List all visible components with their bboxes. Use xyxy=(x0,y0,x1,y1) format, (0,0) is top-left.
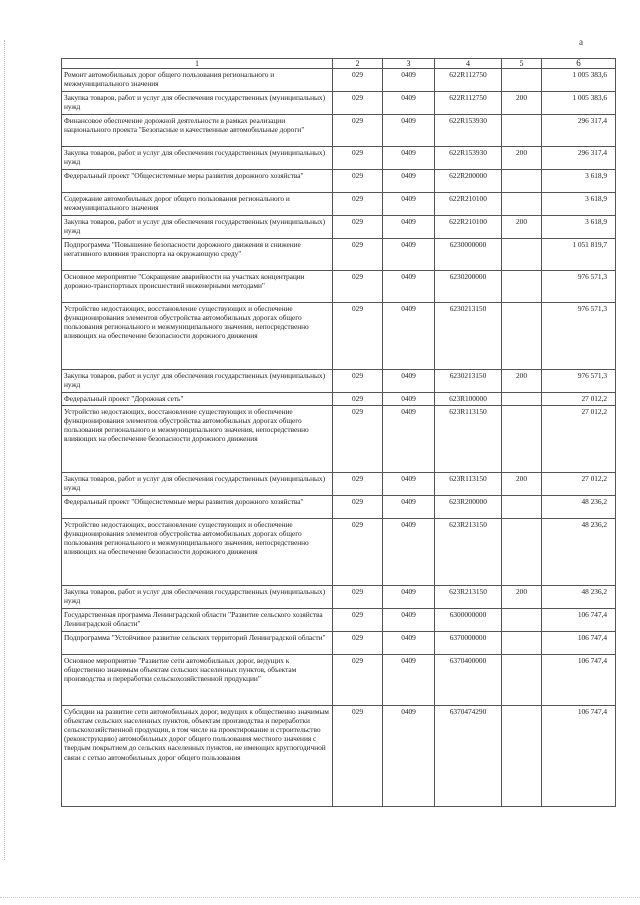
row-expense-type xyxy=(502,406,542,473)
row-section-code: 0409 xyxy=(383,519,435,586)
row-expense-type xyxy=(502,69,542,92)
table-row xyxy=(62,655,616,706)
row-target-code: 622R210100 xyxy=(435,216,502,239)
row-section-code: 0409 xyxy=(383,496,435,519)
row-target-code: 6300000000 xyxy=(435,609,502,632)
row-grbs-code: 029 xyxy=(333,496,383,519)
row-sum: 48 236,2 xyxy=(542,586,616,609)
row-grbs-code: 029 xyxy=(333,655,383,706)
row-sum: 296 317,4 xyxy=(542,115,616,147)
header-col-1: 1 xyxy=(62,59,333,69)
row-expense-type xyxy=(502,271,542,303)
row-expense-type xyxy=(502,303,542,370)
row-target-code: 6370400000 xyxy=(435,655,502,706)
table-row xyxy=(62,393,616,406)
row-section-code: 0409 xyxy=(383,706,435,807)
row-expense-type: 200 xyxy=(502,586,542,609)
row-sum: 48 236,2 xyxy=(542,496,616,519)
row-expense-type xyxy=(502,170,542,193)
row-grbs-code: 029 xyxy=(333,393,383,406)
row-section-code: 0409 xyxy=(383,586,435,609)
row-name: Основное мероприятие "Развитие сети автомобильных дорог, ведущих к общественно значимым объектам сельских населенных пунктов, объектам производства и переработки сельскохозяйственной продукции" xyxy=(62,655,333,706)
table-row xyxy=(62,406,616,473)
row-name: Закупка товаров, работ и услуг для обеспечения государственных (муниципальных) нужд xyxy=(62,473,333,496)
row-sum: 106 747,4 xyxy=(542,655,616,706)
row-expense-type xyxy=(502,632,542,655)
row-expense-type xyxy=(502,115,542,147)
row-expense-type xyxy=(502,706,542,807)
page-number: a xyxy=(579,37,583,47)
row-target-code: 623R113150 xyxy=(435,406,502,473)
row-grbs-code: 029 xyxy=(333,706,383,807)
row-section-code: 0409 xyxy=(383,115,435,147)
row-sum: 296 317,4 xyxy=(542,147,616,170)
row-sum: 106 747,4 xyxy=(542,609,616,632)
row-target-code: 6230000000 xyxy=(435,239,502,271)
row-grbs-code: 029 xyxy=(333,632,383,655)
row-grbs-code: 029 xyxy=(333,92,383,115)
row-sum: 3 618,9 xyxy=(542,216,616,239)
row-target-code: 622R153930 xyxy=(435,115,502,147)
row-target-code: 623R200000 xyxy=(435,496,502,519)
table-row xyxy=(62,147,616,170)
row-grbs-code: 029 xyxy=(333,170,383,193)
row-expense-type: 200 xyxy=(502,147,542,170)
row-target-code: 622R112750 xyxy=(435,69,502,92)
row-name: Федеральный проект "Общесистемные меры развития дорожного хозяйства" xyxy=(62,496,333,519)
row-sum: 27 012,2 xyxy=(542,393,616,406)
budget-table xyxy=(61,58,616,807)
row-name: Подпрограмма "Повышение безопасности дорожного движения и снижение негативного влияния транспорта на окружающую среду" xyxy=(62,239,333,271)
row-grbs-code: 029 xyxy=(333,609,383,632)
row-sum: 976 571,3 xyxy=(542,370,616,393)
row-name: Основное мероприятие "Сокращение аварийности на участках концентрации дорожно-транспортных происшествий инженерными методами" xyxy=(62,271,333,303)
row-name: Финансовое обеспечение дорожной деятельности в рамках реализации национального проекта "Безопасные и качественные автомобильные дороги" xyxy=(62,115,333,147)
row-name: Федеральный проект "Дорожная сеть" xyxy=(62,393,333,406)
row-grbs-code: 029 xyxy=(333,519,383,586)
row-sum: 106 747,4 xyxy=(542,632,616,655)
table-row xyxy=(62,193,616,216)
row-expense-type: 200 xyxy=(502,473,542,496)
header-col-4: 4 xyxy=(435,59,502,69)
row-grbs-code: 029 xyxy=(333,370,383,393)
row-expense-type xyxy=(502,193,542,216)
row-grbs-code: 029 xyxy=(333,115,383,147)
row-name: Закупка товаров, работ и услуг для обеспечения государственных (муниципальных) нужд xyxy=(62,216,333,239)
row-target-code: 623R113150 xyxy=(435,473,502,496)
table-header-row xyxy=(62,59,616,69)
header-col-6: 6 xyxy=(542,59,616,69)
row-name: Устройство недостающих, восстановление существующих и обеспечение функционирования элементов обустройства автомобильных дорогах общего пользования регионального и межмуниципального значения, непосредственно влияющих на обеспечение безопасности дорожного движения xyxy=(62,519,333,586)
row-expense-type xyxy=(502,393,542,406)
row-name: Подпрограмма "Устойчивое развитие сельских территорий Ленинградской области" xyxy=(62,632,333,655)
row-section-code: 0409 xyxy=(383,193,435,216)
row-section-code: 0409 xyxy=(383,239,435,271)
table-row xyxy=(62,519,616,586)
row-expense-type xyxy=(502,519,542,586)
row-target-code: 622R200000 xyxy=(435,170,502,193)
row-expense-type xyxy=(502,609,542,632)
row-expense-type xyxy=(502,496,542,519)
row-section-code: 0409 xyxy=(383,69,435,92)
row-expense-type xyxy=(502,239,542,271)
table-row xyxy=(62,303,616,370)
page-bottom-edge xyxy=(0,897,640,898)
row-section-code: 0409 xyxy=(383,92,435,115)
row-grbs-code: 029 xyxy=(333,147,383,170)
row-section-code: 0409 xyxy=(383,216,435,239)
row-sum: 1 005 383,6 xyxy=(542,69,616,92)
row-expense-type: 200 xyxy=(502,370,542,393)
row-expense-type xyxy=(502,655,542,706)
row-target-code: 623R213150 xyxy=(435,586,502,609)
row-name: Закупка товаров, работ и услуг для обеспечения государственных (муниципальных) нужд xyxy=(62,147,333,170)
table-row xyxy=(62,496,616,519)
table-row xyxy=(62,473,616,496)
header-col-5: 5 xyxy=(502,59,542,69)
row-sum: 1 051 819,7 xyxy=(542,239,616,271)
row-sum: 3 618,9 xyxy=(542,193,616,216)
binding-margin-marks xyxy=(4,40,7,860)
row-grbs-code: 029 xyxy=(333,239,383,271)
row-section-code: 0409 xyxy=(383,406,435,473)
row-section-code: 0409 xyxy=(383,473,435,496)
row-sum: 976 571,3 xyxy=(542,271,616,303)
row-target-code: 622R112750 xyxy=(435,92,502,115)
table-row xyxy=(62,706,616,807)
row-name: Государственная программа Ленинградской области "Развитие сельского хозяйства Ленинградской области" xyxy=(62,609,333,632)
table-row xyxy=(62,370,616,393)
row-target-code: 622R153930 xyxy=(435,147,502,170)
row-grbs-code: 029 xyxy=(333,406,383,473)
table-row xyxy=(62,271,616,303)
row-name: Устройство недостающих, восстановление существующих и обеспечение функционирования элементов обустройства автомобильных дорогах общего пользования регионального и межмуниципального значения, непосредственно влияющих на обеспечение безопасности дорожного движения xyxy=(62,303,333,370)
row-sum: 976 571,3 xyxy=(542,303,616,370)
row-target-code: 622R210100 xyxy=(435,193,502,216)
row-name: Содержание автомобильных дорог общего пользования регионального и межмуниципального значения xyxy=(62,193,333,216)
row-expense-type: 200 xyxy=(502,216,542,239)
header-col-2: 2 xyxy=(333,59,383,69)
row-sum: 106 747,4 xyxy=(542,706,616,807)
row-name: Субсидии на развитие сети автомобильных дорог, ведущих к общественно значимым объектам сельских населенных пунктов, объектам производства и переработки сельскохозяйственной продукции, в том числе на проектирование и строительство (реконструкцию) автомобильных дорог общего пользования местного значения с твердым покрытием до сельских населенных пунктов, не имеющих круглогодичной связи с сетью автомобильных дорог общего пользования xyxy=(62,706,333,807)
row-name: Закупка товаров, работ и услуг для обеспечения государственных (муниципальных) нужд xyxy=(62,370,333,393)
row-target-code: 6370000000 xyxy=(435,632,502,655)
row-name: Ремонт автомобильных дорог общего пользования регионального и межмуниципального значения xyxy=(62,69,333,92)
row-target-code: 623R213150 xyxy=(435,519,502,586)
row-target-code: 623R100000 xyxy=(435,393,502,406)
row-section-code: 0409 xyxy=(383,303,435,370)
header-col-3: 3 xyxy=(383,59,435,69)
table-row xyxy=(62,609,616,632)
row-section-code: 0409 xyxy=(383,393,435,406)
row-sum: 3 618,9 xyxy=(542,170,616,193)
row-grbs-code: 029 xyxy=(333,216,383,239)
row-section-code: 0409 xyxy=(383,632,435,655)
row-sum: 27 012,2 xyxy=(542,473,616,496)
row-section-code: 0409 xyxy=(383,609,435,632)
row-section-code: 0409 xyxy=(383,271,435,303)
row-grbs-code: 029 xyxy=(333,586,383,609)
table-row xyxy=(62,239,616,271)
row-section-code: 0409 xyxy=(383,147,435,170)
row-sum: 27 012,2 xyxy=(542,406,616,473)
table-row xyxy=(62,69,616,92)
row-grbs-code: 029 xyxy=(333,193,383,216)
row-grbs-code: 029 xyxy=(333,69,383,92)
row-target-code: 6230213150 xyxy=(435,370,502,393)
row-name: Закупка товаров, работ и услуг для обеспечения государственных (муниципальных) нужд xyxy=(62,586,333,609)
row-name: Устройство недостающих, восстановление существующих и обеспечение функционирования элементов обустройства автомобильных дорогах общего пользования регионального и межмуниципального значения, непосредственно влияющих на обеспечение безопасности дорожного движения xyxy=(62,406,333,473)
table-row xyxy=(62,92,616,115)
row-name: Федеральный проект "Общесистемные меры развития дорожного хозяйства" xyxy=(62,170,333,193)
row-name: Закупка товаров, работ и услуг для обеспечения государственных (муниципальных) нужд xyxy=(62,92,333,115)
row-target-code: 6230200000 xyxy=(435,271,502,303)
row-grbs-code: 029 xyxy=(333,271,383,303)
table-row xyxy=(62,216,616,239)
row-grbs-code: 029 xyxy=(333,303,383,370)
table-row xyxy=(62,115,616,147)
row-expense-type: 200 xyxy=(502,92,542,115)
row-target-code: 6370474290 xyxy=(435,706,502,807)
row-target-code: 6230213150 xyxy=(435,303,502,370)
row-section-code: 0409 xyxy=(383,655,435,706)
table-row xyxy=(62,586,616,609)
table-row xyxy=(62,170,616,193)
table-row xyxy=(62,632,616,655)
row-sum: 48 236,2 xyxy=(542,519,616,586)
row-section-code: 0409 xyxy=(383,170,435,193)
row-section-code: 0409 xyxy=(383,370,435,393)
row-grbs-code: 029 xyxy=(333,473,383,496)
row-sum: 1 005 383,6 xyxy=(542,92,616,115)
